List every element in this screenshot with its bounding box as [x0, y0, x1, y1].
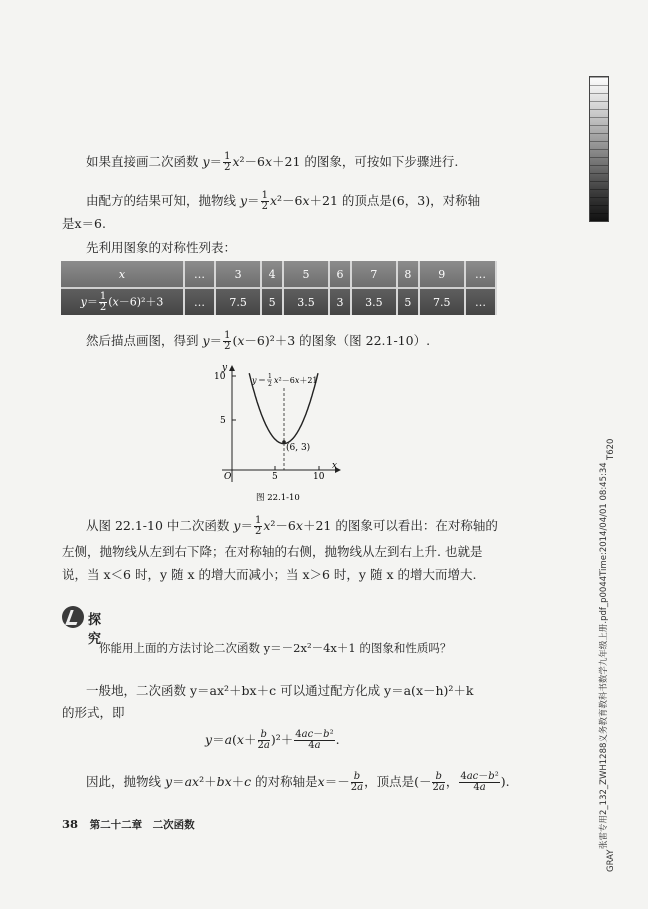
- paragraph-conclusion: 因此，抛物线 y＝ax²＋bx＋c 的对称轴是x＝－ $\frac{b}{2a}$ ，顶点是(－ $\frac{b}{2a}$ ， $\frac{\text{4ac－b²}}{4a}$ ).: [86, 771, 510, 793]
- gray-scale-bar: [589, 76, 609, 222]
- table-cell: 6: [329, 261, 350, 288]
- figure-caption: 图 22.1-10: [256, 493, 300, 503]
- paragraph-analysis-3: 说，当 x＜6 时，y 随 x 的增大而减小；当 x＞6 时，y 随 x 的增大而增大.: [62, 567, 477, 582]
- table-cell: 7: [351, 261, 397, 288]
- parabola-figure: [212, 362, 348, 507]
- y-tick-label: 10: [214, 372, 226, 382]
- paragraph-table-intro: 先利用图象的对称性列表：: [86, 240, 237, 255]
- vertex-form-formula: y＝a(x＋ $\frac{b}{2a}$ )²＋ $\frac{\text{4ac－b²}}{4a}$ .: [205, 729, 340, 751]
- svg-text:x²－6x＋21: x²－6x＋21: [274, 376, 318, 385]
- curve-equation: [251, 373, 318, 388]
- y-axis-label: y: [222, 363, 228, 373]
- paragraph-plot: 然后描点画图，得到 y＝ $\frac{1}{2}$ (x－6)²＋3 的图象（图 22.1-10）.: [86, 330, 431, 352]
- table-cell: 9: [419, 261, 465, 288]
- paragraph-vertex-cont: 是x＝6.: [62, 216, 106, 231]
- page-number: 38: [62, 817, 79, 831]
- table-row-x: [61, 261, 496, 288]
- svg-text:y: y: [252, 376, 257, 385]
- x-tick-label: 5: [272, 472, 278, 482]
- x-axis-label: x: [332, 461, 338, 471]
- vertex-label: (6, 3): [286, 443, 311, 453]
- side-print-gray: GRAY: [606, 849, 616, 872]
- page-footer: [62, 817, 195, 832]
- svg-text:1: 1: [268, 373, 272, 380]
- table-cell: 7.5: [419, 288, 465, 315]
- svg-text:＝: ＝: [258, 376, 266, 385]
- table-cell: …: [465, 288, 496, 315]
- explore-question: 你能用上面的方法讨论二次函数 y＝－2x²－4x＋1 的图象和性质吗？: [99, 641, 452, 655]
- table-cell: 4: [261, 261, 282, 288]
- table-cell: 8: [397, 261, 418, 288]
- chapter-title: 第二十二章 二次函数: [89, 819, 195, 831]
- table-cell: 3: [329, 288, 350, 315]
- table-cell: 7.5: [215, 288, 261, 315]
- table-header-x: x: [61, 261, 184, 288]
- origin-label: O: [224, 472, 232, 482]
- table-cell: 5: [283, 261, 329, 288]
- value-table: [61, 261, 497, 315]
- side-print-info: 张雷专用2_132_ZWH1288义务教育教科书数学九年级上册.pdf_p0044Time:2014/04/01 08:45:34: [599, 462, 609, 849]
- paragraph-vertex: 由配方的结果可知，抛物线 y＝ $\frac{1}{2}$ x²－6x＋21 的顶点是(6，3)，对称轴: [86, 190, 481, 212]
- table-cell: 3: [215, 261, 261, 288]
- side-print-code: T620: [606, 438, 616, 460]
- table-cell: 3.5: [351, 288, 397, 315]
- table-cell: …: [184, 288, 215, 315]
- table-header-y: y＝ $\frac{1}{2}$ (x－6)²＋3: [61, 288, 184, 315]
- table-cell: 5: [261, 288, 282, 315]
- paragraph-general-2: 的形式，即: [62, 705, 125, 720]
- paragraph-intro: 如果直接画二次函数 y＝ $\frac{1}{2}$ x²－6x＋21 的图象，可按如下步骤进行.: [86, 151, 459, 173]
- table-row-y: [61, 288, 496, 315]
- paragraph-general: 一般地，二次函数 y＝ax²＋bx＋c 可以通过配方化成 y＝a(x－h)²＋k: [86, 683, 474, 698]
- table-cell: …: [465, 261, 496, 288]
- y-tick-label: 5: [220, 416, 226, 426]
- section-title: 探究: [88, 613, 102, 647]
- explore-icon: [62, 606, 84, 628]
- x-tick-label: 10: [313, 472, 325, 482]
- table-cell: …: [184, 261, 215, 288]
- svg-text:2: 2: [268, 381, 272, 388]
- table-cell: 5: [397, 288, 418, 315]
- paragraph-analysis-2: 左侧，抛物线从左到右下降；在对称轴的右侧，抛物线从左到右上升. 也就是: [62, 544, 483, 559]
- table-cell: 3.5: [283, 288, 329, 315]
- paragraph-analysis: 从图 22.1-10 中二次函数 y＝ $\frac{1}{2}$ x²－6x＋21 的图象可以看出：在对称轴的: [86, 515, 498, 537]
